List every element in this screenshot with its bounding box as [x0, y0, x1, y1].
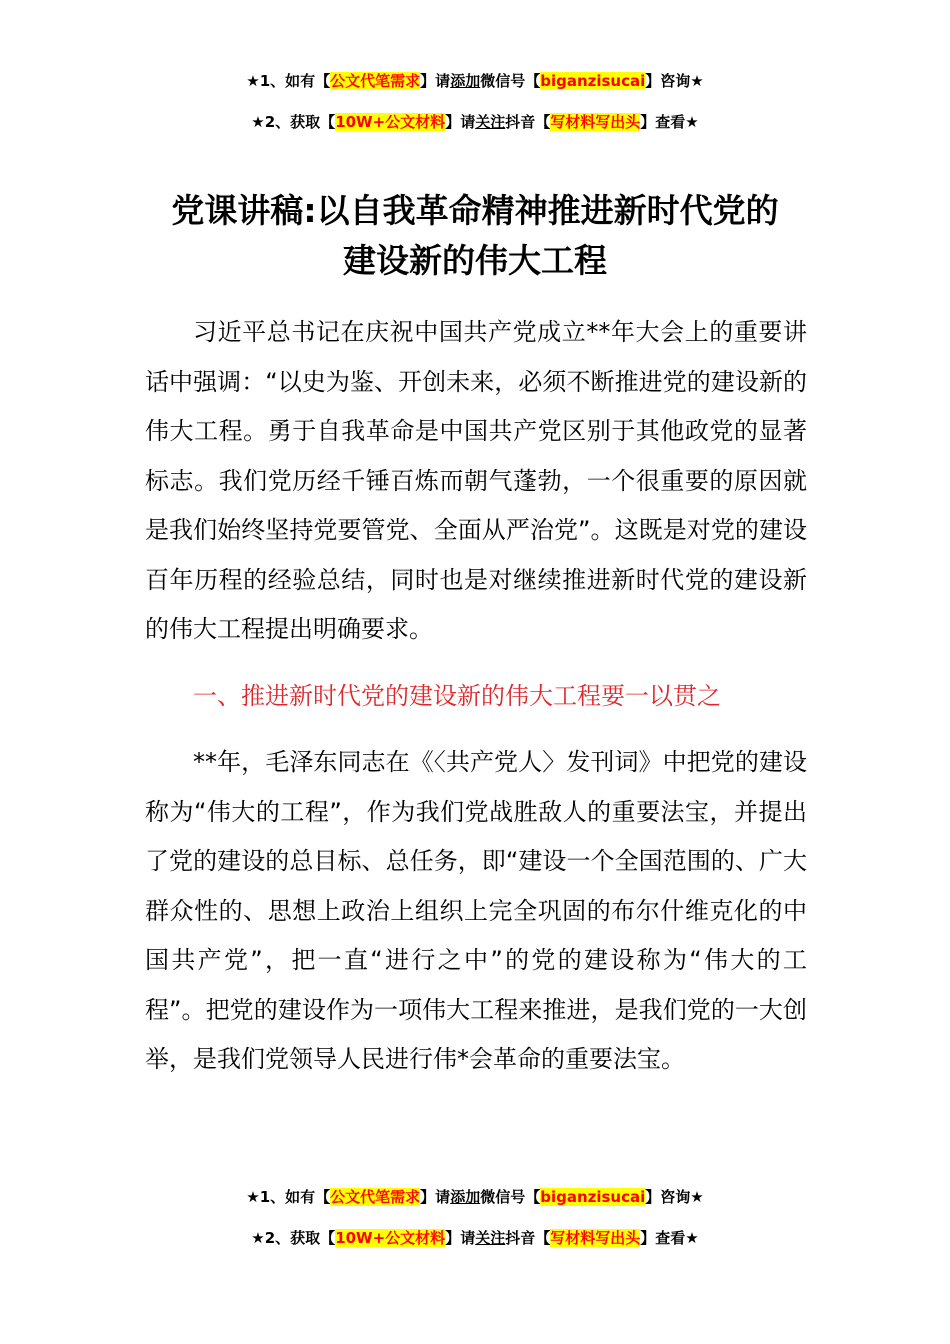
bottom-banner-line-1 — [0, 1187, 950, 1207]
banner-text: 微信号【 — [480, 72, 541, 90]
banner-text: 微信号【 — [480, 1188, 541, 1206]
title-line-2: 建设新的伟大工程 — [343, 241, 607, 280]
banner-text: 】请 — [420, 1188, 451, 1206]
banner-highlight: 公文代笔需求 — [330, 1188, 421, 1206]
banner-underlined: 添加 — [450, 72, 481, 90]
banner-text: 】请 — [420, 72, 451, 90]
banner-text: 】请 — [445, 1229, 476, 1247]
banner-text: ★2、获取【 — [251, 113, 336, 131]
banner-highlight: 公文代笔需求 — [330, 72, 421, 90]
douyin-name-highlight: 写材料写出头 — [550, 1229, 641, 1247]
banner-text: ★2、获取【 — [251, 1229, 336, 1247]
banner-text: 】请 — [445, 113, 476, 131]
paragraph-text: **年，毛泽东同志在《〈共产党人〉发刊词》中把党的建设称为“伟大的工程”，作为我们党战胜敌人的重要法宝，并提出了党的建设的总目标、总任务，即“建设一个全国范围的、广大群众性的、思想上政治上组织上完全巩固的布尔什维克化的中国共产党”，把一直“进行之中”的党的建设称为“伟大的工程”。把党的建设作为一项伟大工程来推进，是我们党的一大创举，是我们党领导人民进行伟*会革命的重要法宝。 — [145, 748, 807, 1073]
paragraph-2 — [145, 738, 807, 1085]
wechat-id-highlight: biganzisucai — [540, 1188, 646, 1206]
top-banner-line-2 — [0, 112, 950, 132]
banner-text: 抖音【 — [505, 113, 551, 131]
banner-text: ★1、如有【 — [246, 1188, 331, 1206]
banner-text: 】咨询★ — [645, 1188, 704, 1206]
banner-text: 】查看★ — [640, 113, 699, 131]
banner-underlined: 添加 — [450, 1188, 481, 1206]
douyin-name-highlight: 写材料写出头 — [550, 113, 641, 131]
wechat-id-highlight: biganzisucai — [540, 72, 646, 90]
banner-text: 】查看★ — [640, 1229, 699, 1247]
bottom-banner-line-2 — [0, 1228, 950, 1248]
paragraph-text: 习近平总书记在庆祝中国共产党成立**年大会上的重要讲话中强调：“以史为鉴、开创未来，必须不断推进党的建设新的伟大工程。勇于自我革命是中国共产党区别于其他政党的显著标志。我们党历经千锤百炼而朝气蓬勃，一个很重要的原因就是我们始终坚持党要管党、全面从严治党”。这既是对党的建设百年历程的经验总结，同时也是对继续推进新时代党的建设新的伟大工程提出明确要求。 — [145, 318, 807, 643]
banner-highlight: 10W+公文材料 — [335, 113, 446, 131]
banner-underlined: 关注 — [475, 113, 506, 131]
banner-text: 抖音【 — [505, 1229, 551, 1247]
title-line-1: 党课讲稿:以自我革命精神推进新时代党的 — [171, 191, 779, 230]
banner-text: ★1、如有【 — [246, 72, 331, 90]
document-title — [0, 186, 950, 286]
banner-text: 】咨询★ — [645, 72, 704, 90]
top-banner-line-1 — [0, 71, 950, 91]
section-heading-1: 一、推进新时代党的建设新的伟大工程要一以贯之 — [193, 682, 721, 710]
banner-underlined: 关注 — [475, 1229, 506, 1247]
banner-highlight: 10W+公文材料 — [335, 1229, 446, 1247]
paragraph-1 — [145, 308, 807, 655]
